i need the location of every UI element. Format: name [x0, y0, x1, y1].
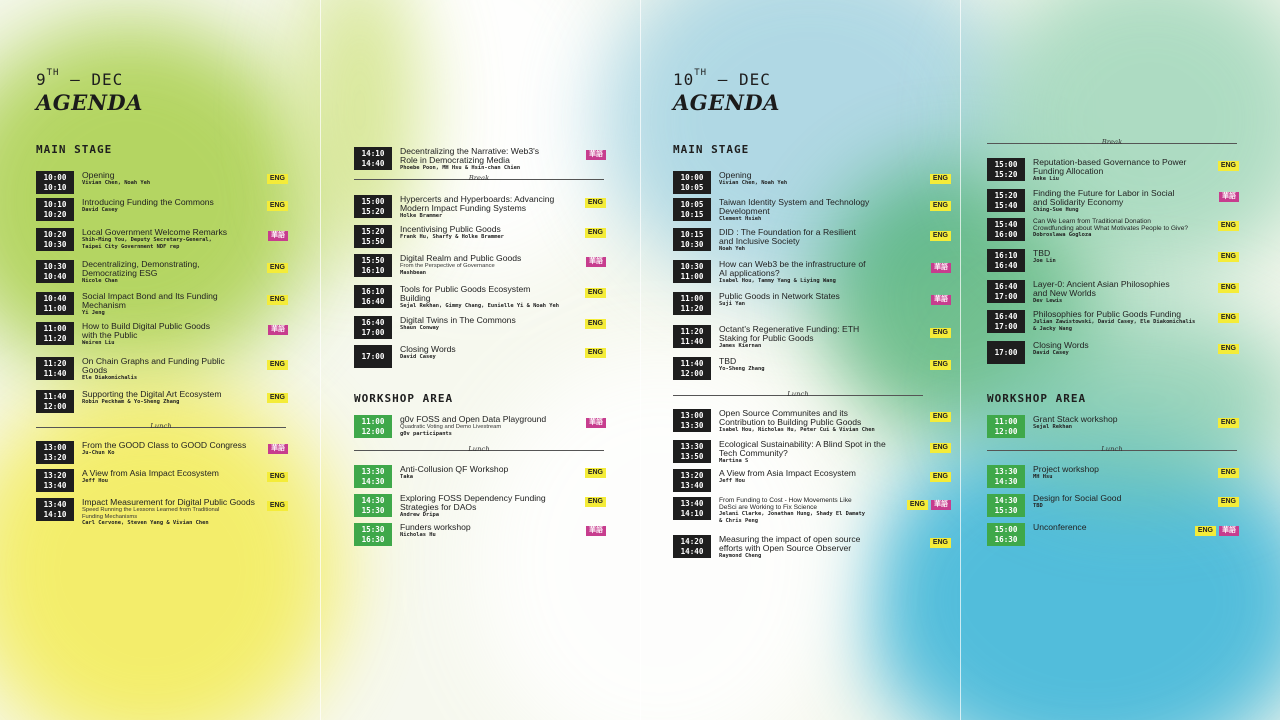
session-info — [82, 171, 262, 187]
session-title: Open Source Communites and its Contribution to Building Public Goods — [719, 408, 862, 427]
session-info — [82, 498, 262, 527]
session-info — [719, 497, 899, 525]
time-badge: 11:00 11:20 — [36, 322, 74, 345]
language-tag-english: ENG — [930, 538, 951, 548]
session-info — [82, 198, 262, 214]
session-info — [1033, 310, 1213, 333]
session-title: Closing Words — [400, 344, 456, 354]
language-tags — [1218, 283, 1239, 293]
time-badge: 11:20 11:40 — [36, 357, 74, 380]
session-info — [1033, 415, 1213, 431]
language-tags — [268, 325, 288, 335]
day2-date: 10TH – DEC — [673, 68, 771, 89]
language-tags — [1219, 192, 1239, 202]
session-info — [400, 415, 580, 438]
session-speakers: Ju-Chun Ko — [82, 450, 115, 456]
language-tags — [267, 360, 288, 370]
time-badge: 11:40 12:00 — [36, 390, 74, 413]
session-title: TBD — [1033, 248, 1051, 258]
language-tags — [1218, 221, 1239, 231]
session-info — [400, 316, 580, 332]
session-speakers: Robin Peckham & Yo-Sheng Zhang — [82, 399, 180, 405]
time-badge: 15:00 15:20 — [987, 158, 1025, 181]
session-speakers: Jelani Clarke, Jonathan Hung, Shady El Damaty & Chris Peng — [719, 511, 866, 524]
language-tags — [585, 198, 606, 208]
time-badge: 14:30 15:30 — [354, 494, 392, 517]
lunch-divider: Lunch — [354, 446, 604, 454]
session-title: Reputation-based Governance to Power Funding Allocation — [1033, 157, 1187, 176]
language-tags — [931, 295, 951, 305]
language-tags — [586, 257, 606, 267]
day1-workshop-heading: WORKSHOP AREA — [354, 392, 454, 405]
session-title: How can Web3 be the infrastructure of AI applications? — [719, 259, 866, 278]
day1-date: 9TH – DEC — [36, 68, 124, 89]
time-badge: 13:20 13:40 — [36, 469, 74, 492]
session-title: On Chain Graphs and Funding Public Goods — [82, 356, 225, 375]
language-tag-english: ENG — [585, 319, 606, 329]
session-title: Grant Stack workshop — [1033, 414, 1118, 424]
session-title: TBD — [719, 356, 737, 366]
session-info — [719, 409, 899, 434]
panel-divider — [640, 0, 641, 720]
break-divider: Break — [987, 139, 1237, 147]
session-speakers: Yo-Sheng Zhang — [719, 366, 765, 372]
time-badge: 10:30 11:00 — [673, 260, 711, 283]
language-tag-english: ENG — [1218, 161, 1239, 171]
lunch-divider: Lunch — [673, 391, 923, 399]
time-badge: 10:40 11:00 — [36, 292, 74, 315]
session-info — [1033, 341, 1213, 357]
session-speakers: Suji Yan — [719, 301, 745, 307]
language-tag-english: ENG — [585, 468, 606, 478]
language-tags — [1218, 161, 1239, 171]
session-info — [719, 171, 899, 187]
session-title: A View from Asia Impact Ecosystem — [82, 468, 219, 478]
session-title: Social Impact Bond and Its Funding Mechanism — [82, 291, 218, 310]
lunch-divider: Lunch — [36, 423, 286, 431]
session-speakers: Anke Liu — [1033, 176, 1059, 182]
language-tags — [931, 263, 951, 273]
language-tag-english: ENG — [930, 443, 951, 453]
session-info — [719, 198, 899, 223]
time-badge: 10:00 10:05 — [673, 171, 711, 194]
session-speakers: Mashbean — [400, 269, 426, 276]
language-tags — [585, 348, 606, 358]
language-tag-english: ENG — [267, 295, 288, 305]
session-title: Exploring FOSS Dependency Funding Strategies for DAOs — [400, 493, 546, 512]
language-tags — [268, 444, 288, 454]
time-badge: 11:00 12:00 — [987, 415, 1025, 438]
session-title: Philosophies for Public Goods Funding — [1033, 309, 1182, 319]
language-tag-english: ENG — [930, 174, 951, 184]
session-speakers: Phoebe Poon, MH Hsu & Hsin-chan Chien — [400, 165, 521, 171]
language-tags — [585, 319, 606, 329]
language-tag-english: ENG — [267, 174, 288, 184]
session-speakers: Vivian Chen, Noah Yeh — [82, 180, 151, 186]
day1-agenda-title: AGENDA — [36, 90, 143, 115]
session-subtitle: From the Perspective of Governance — [400, 263, 495, 269]
time-badge: 17:00 — [354, 345, 392, 368]
session-title: Incentivising Public Goods — [400, 224, 501, 234]
time-badge: 13:00 13:30 — [673, 409, 711, 432]
session-info — [82, 228, 262, 251]
language-tags — [267, 472, 288, 482]
language-tag-english: ENG — [907, 500, 928, 510]
session-speakers: Martina S — [719, 458, 749, 464]
session-title: Tools for Public Goods Ecosystem Building — [400, 284, 531, 303]
session-info — [719, 325, 899, 350]
language-tag-english: ENG — [1218, 283, 1239, 293]
language-tags — [1218, 252, 1239, 262]
time-badge: 15:20 15:40 — [987, 189, 1025, 212]
language-tag-english: ENG — [267, 201, 288, 211]
language-tags — [1218, 344, 1239, 354]
session-info — [400, 523, 580, 539]
session-title: Impact Measurement for Digital Public Goods — [82, 497, 255, 507]
language-tag-mandarin: 華語 — [1219, 526, 1239, 536]
session-speakers: Nicholas Hu — [400, 532, 436, 538]
language-tag-mandarin: 華語 — [931, 295, 951, 305]
session-info — [400, 254, 580, 277]
session-info — [719, 228, 899, 253]
language-tags — [268, 231, 288, 241]
session-info — [1033, 218, 1213, 239]
session-speakers: Vivian Chen, Noah Yeh — [719, 180, 788, 186]
session-info — [719, 535, 899, 560]
session-speakers: Holke Brammer — [400, 213, 443, 219]
time-badge: 15:00 16:30 — [987, 523, 1025, 546]
time-badge: 10:05 10:15 — [673, 198, 711, 221]
session-title: Funders workshop — [400, 522, 471, 532]
time-badge: 11:00 12:00 — [354, 415, 392, 438]
day1-header — [36, 70, 306, 115]
session-title: Ecological Sustainability: A Blind Spot in the Tech Community? — [719, 439, 886, 458]
language-tags — [1195, 526, 1239, 536]
session-speakers: Jeff Hou — [82, 478, 108, 484]
session-title: Decentralizing the Narrative: Web3's Role in Democratizing Media — [400, 146, 540, 165]
language-tag-english: ENG — [585, 348, 606, 358]
session-speakers: David Casey — [82, 207, 118, 213]
panel-divider — [960, 0, 961, 720]
language-tag-mandarin: 華語 — [586, 150, 606, 160]
session-title: Decentralizing, Demonstrating, Democratizing ESG — [82, 259, 200, 278]
session-title: Layer-0: Ancient Asian Philosophies and New Worlds — [1033, 279, 1170, 298]
time-badge: 11:20 11:40 — [673, 325, 711, 348]
session-info — [1033, 523, 1213, 532]
session-speakers: Nicole Chan — [82, 278, 118, 284]
time-badge: 11:40 12:00 — [673, 357, 711, 380]
session-speakers: Dev Lewis — [1033, 298, 1063, 304]
session-speakers: Raymond Cheng — [719, 553, 762, 559]
language-tag-mandarin: 華語 — [586, 418, 606, 428]
session-info — [719, 469, 899, 485]
session-speakers: David Casey — [400, 354, 436, 360]
session-title: g0v FOSS and Open Data Playground — [400, 414, 547, 424]
session-info — [400, 195, 580, 220]
language-tags — [930, 328, 951, 338]
time-badge: 13:40 14:10 — [36, 498, 74, 521]
session-info — [1033, 158, 1213, 183]
session-speakers: Joe Lin — [1033, 258, 1056, 264]
language-tag-english: ENG — [930, 231, 951, 241]
session-speakers: Weiren Liu — [82, 340, 115, 346]
time-badge: 15:50 16:10 — [354, 254, 392, 277]
session-title: Can We Learn from Traditional Donation Crowdfunding about What Motivates People to Give? — [1033, 218, 1189, 232]
time-badge: 10:00 10:10 — [36, 171, 74, 194]
language-tag-english: ENG — [1195, 526, 1216, 536]
session-info — [82, 390, 262, 406]
time-badge: 11:00 11:20 — [673, 292, 711, 315]
time-badge: 16:10 16:40 — [987, 249, 1025, 272]
day2-header — [673, 70, 943, 115]
session-title: Unconference — [1033, 522, 1087, 532]
session-info — [82, 292, 262, 317]
session-speakers: Clement Hsieh — [719, 216, 762, 222]
language-tags — [267, 174, 288, 184]
time-badge: 14:30 15:30 — [987, 494, 1025, 517]
session-speakers: Taka — [400, 474, 413, 480]
session-speakers: Sejal Rekhan — [1033, 424, 1072, 430]
session-title: Supporting the Digital Art Ecosystem — [82, 389, 222, 399]
time-badge: 10:30 10:40 — [36, 260, 74, 283]
language-tags — [585, 228, 606, 238]
language-tag-english: ENG — [930, 472, 951, 482]
language-tags — [930, 174, 951, 184]
time-badge: 14:20 14:40 — [673, 535, 711, 558]
language-tag-english: ENG — [585, 497, 606, 507]
session-title: Taiwan Identity System and Technology Development — [719, 197, 870, 216]
session-title: How to Build Digital Public Goods with the Public — [82, 321, 211, 340]
time-badge: 10:20 10:30 — [36, 228, 74, 251]
language-tags — [930, 231, 951, 241]
session-title: Design for Social Good — [1033, 493, 1122, 503]
session-speakers: Shih-Ming You, Deputy Secretary-General, Taipei City Government NDF rep — [82, 237, 212, 250]
session-speakers: Carl Cervone, Steven Yang & Vivian Chen — [82, 520, 209, 526]
language-tag-mandarin: 華語 — [268, 444, 288, 454]
session-info — [400, 225, 580, 241]
session-title: From Funding to Cost - How Movements Like DeSci are Working to Fix Science — [719, 497, 852, 511]
session-speakers: TBD — [1033, 503, 1043, 509]
language-tags — [930, 538, 951, 548]
time-badge: 10:15 10:30 — [673, 228, 711, 251]
language-tags — [1218, 313, 1239, 323]
language-tags — [930, 472, 951, 482]
lunch-divider: Lunch — [987, 446, 1237, 454]
session-title: Anti-Collusion QF Workshop — [400, 464, 509, 474]
session-info — [1033, 465, 1213, 481]
language-tags — [267, 393, 288, 403]
session-speakers: David Casey — [1033, 350, 1069, 356]
language-tag-english: ENG — [1218, 221, 1239, 231]
language-tags — [586, 418, 606, 428]
language-tags — [586, 526, 606, 536]
session-info — [82, 260, 262, 285]
language-tag-english: ENG — [930, 412, 951, 422]
day2-agenda-title: AGENDA — [673, 90, 780, 115]
session-info — [82, 357, 262, 382]
session-title: Local Government Welcome Remarks — [82, 227, 228, 237]
session-info — [82, 441, 262, 457]
day1-main-stage-heading: MAIN STAGE — [36, 143, 113, 156]
language-tag-english: ENG — [930, 360, 951, 370]
language-tag-mandarin: 華語 — [1219, 192, 1239, 202]
time-badge: 16:10 16:40 — [354, 285, 392, 308]
session-info — [400, 345, 580, 361]
time-badge: 17:00 — [987, 341, 1025, 364]
session-info — [1033, 280, 1213, 305]
language-tag-english: ENG — [1218, 252, 1239, 262]
time-badge: 13:20 13:40 — [673, 469, 711, 492]
session-info — [719, 292, 899, 308]
language-tags — [586, 150, 606, 160]
language-tag-english: ENG — [585, 288, 606, 298]
session-info — [719, 357, 899, 373]
session-info — [1033, 249, 1213, 265]
session-speakers: Dobroslawa Gogloza — [1033, 232, 1092, 238]
language-tag-mandarin: 華語 — [931, 500, 951, 510]
language-tag-english: ENG — [267, 472, 288, 482]
session-info — [82, 469, 262, 485]
language-tag-mandarin: 華語 — [931, 263, 951, 273]
language-tags — [267, 201, 288, 211]
language-tags — [267, 501, 288, 511]
language-tags — [1218, 497, 1239, 507]
language-tags — [1218, 418, 1239, 428]
language-tag-english: ENG — [267, 393, 288, 403]
language-tag-english: ENG — [267, 263, 288, 273]
time-badge: 15:20 15:50 — [354, 225, 392, 248]
time-badge: 15:40 16:00 — [987, 218, 1025, 241]
language-tags — [930, 412, 951, 422]
session-info — [400, 465, 580, 481]
language-tag-english: ENG — [1218, 468, 1239, 478]
time-badge: 16:40 17:00 — [354, 316, 392, 339]
language-tags — [585, 468, 606, 478]
session-speakers: Jeff Hou — [719, 478, 745, 484]
session-title: From the GOOD Class to GOOD Congress — [82, 440, 247, 450]
language-tags — [585, 288, 606, 298]
time-badge: 14:10 14:40 — [354, 147, 392, 170]
session-title: Digital Realm and Public Goods — [400, 253, 522, 263]
session-title: Finding the Future for Labor in Social and Solidarity Economy — [1033, 188, 1175, 207]
session-info — [82, 322, 262, 347]
session-title: Measuring the impact of open source efforts with Open Source Observer — [719, 534, 861, 553]
time-badge: 16:40 17:00 — [987, 310, 1025, 333]
time-badge: 13:30 14:30 — [354, 465, 392, 488]
break-divider: Break — [354, 175, 604, 183]
language-tags — [585, 497, 606, 507]
session-title: Closing Words — [1033, 340, 1089, 350]
language-tag-english: ENG — [1218, 313, 1239, 323]
session-info — [1033, 189, 1213, 214]
session-speakers: Andrew Dripa — [400, 512, 439, 518]
language-tag-mandarin: 華語 — [268, 231, 288, 241]
session-speakers: Noah Yeh — [719, 246, 745, 252]
day2-workshop-heading: WORKSHOP AREA — [987, 392, 1087, 405]
session-speakers: Ching-Sue Hung — [1033, 207, 1079, 213]
language-tags — [907, 500, 951, 510]
language-tags — [267, 263, 288, 273]
session-subtitle: Quadratic Voting and Demo Livestream — [400, 424, 502, 430]
session-info — [400, 494, 580, 519]
language-tag-english: ENG — [1218, 497, 1239, 507]
session-info — [719, 260, 899, 285]
language-tags — [930, 360, 951, 370]
language-tags — [930, 201, 951, 211]
session-info — [400, 147, 580, 172]
session-speakers: James Kiernan — [719, 343, 762, 349]
language-tags — [267, 295, 288, 305]
time-badge: 13:40 14:10 — [673, 497, 711, 520]
session-title: Hypercerts and Hyperboards: Advancing Modern Impact Funding Systems — [400, 194, 555, 213]
session-title: Introducing Funding the Commons — [82, 197, 214, 207]
language-tag-english: ENG — [1218, 344, 1239, 354]
language-tag-english: ENG — [1218, 418, 1239, 428]
time-badge: 15:00 15:20 — [354, 195, 392, 218]
time-badge: 16:40 17:00 — [987, 280, 1025, 303]
session-title: Public Goods in Network States — [719, 291, 840, 301]
session-info — [400, 285, 580, 310]
session-speakers: Isabel Hou, Nicholas Hu, Peter Cui & Vivian Chen — [719, 427, 875, 433]
panel-divider — [320, 0, 321, 720]
language-tag-english: ENG — [930, 328, 951, 338]
time-badge: 15:30 16:30 — [354, 523, 392, 546]
language-tag-mandarin: 華語 — [586, 526, 606, 536]
session-speakers: MH Hsu — [1033, 474, 1053, 480]
language-tags — [1218, 468, 1239, 478]
session-title: Opening — [82, 170, 115, 180]
language-tag-mandarin: 華語 — [268, 325, 288, 335]
time-badge: 13:30 13:50 — [673, 440, 711, 463]
language-tags — [930, 443, 951, 453]
language-tag-english: ENG — [585, 228, 606, 238]
session-speakers: Frank Hu, Sharfy & Holke Brammer — [400, 234, 504, 240]
session-speakers: Sejal Rekhan, Gimmy Chang, Eunielle Yi & Noah Yeh — [400, 303, 560, 309]
session-title: Opening — [719, 170, 752, 180]
session-title: Digital Twins in The Commons — [400, 315, 516, 325]
session-speakers: Shaun Conway — [400, 325, 439, 331]
session-title: Octant's Regenerative Funding: ETH Staking for Public Goods — [719, 324, 860, 343]
language-tag-english: ENG — [267, 501, 288, 511]
language-tag-english: ENG — [585, 198, 606, 208]
session-speakers: g0v participants — [400, 430, 452, 437]
session-info — [719, 440, 899, 465]
session-title: Project workshop — [1033, 464, 1099, 474]
session-title: DID : The Foundation for a Resilient and Inclusive Society — [719, 227, 856, 246]
day2-main-stage-heading: MAIN STAGE — [673, 143, 750, 156]
session-info — [1033, 494, 1213, 510]
session-speakers: Julian Zawistowski, David Casey, Ele Diakomichalis & Jacky Wang — [1033, 319, 1196, 332]
time-badge: 13:00 13:20 — [36, 441, 74, 464]
time-badge: 10:10 10:20 — [36, 198, 74, 221]
language-tag-english: ENG — [267, 360, 288, 370]
session-speakers: Isabel Hou, Tammy Yang & Liying Wang — [719, 278, 836, 284]
language-tag-english: ENG — [930, 201, 951, 211]
session-speakers: Ele Diakomichalis — [82, 375, 138, 381]
time-badge: 13:30 14:30 — [987, 465, 1025, 488]
session-title: A View from Asia Impact Ecosystem — [719, 468, 856, 478]
session-subtitle: Speed Running the Lessons Learned from Traditional Funding Mechanisms — [82, 507, 220, 520]
session-speakers: Yi Jeng — [82, 310, 105, 316]
language-tag-mandarin: 華語 — [586, 257, 606, 267]
